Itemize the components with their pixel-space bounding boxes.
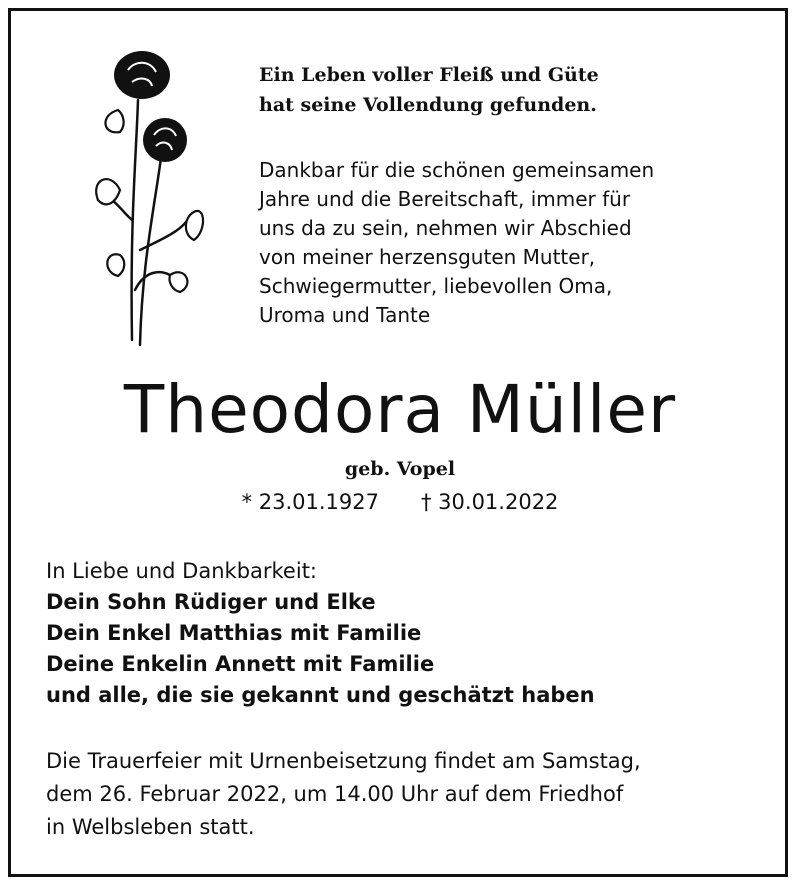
birth-date: * 23.01.1927 — [241, 490, 379, 514]
thanks-line: Schwiegermutter, liebevollen Oma, — [259, 274, 613, 298]
motto-line: hat seine Vollendung gefunden. — [259, 94, 597, 116]
mourner-line: Deine Enkelin Annett mit Familie — [46, 652, 435, 676]
thanks-line: Jahre und die Bereitschaft, immer für — [259, 187, 631, 211]
motto — [259, 60, 599, 120]
thanks-text — [259, 156, 654, 330]
thanks-line: von meiner herzensguten Mutter, — [259, 245, 596, 269]
motto-line: Ein Leben voller Fleiß und Güte — [259, 64, 599, 86]
ceremony-line: Die Trauerfeier mit Urnenbeisetzung findet am Samstag, — [46, 749, 641, 773]
thanks-line: uns da zu sein, nehmen wir Abschied — [259, 216, 632, 240]
thanks-line: Uroma und Tante — [259, 303, 431, 327]
death-date: † 30.01.2022 — [421, 490, 559, 514]
mourner-line: Dein Enkel Matthias mit Familie — [46, 621, 422, 645]
ceremony-line: dem 26. Februar 2022, um 14.00 Uhr auf dem Friedhof — [46, 782, 624, 806]
ceremony-info — [46, 745, 641, 844]
life-dates — [0, 487, 800, 517]
birth-name: geb. Vopel — [344, 458, 456, 480]
rose-bouquet-icon — [90, 40, 210, 360]
thanks-line: Dankbar für die schönen gemeinsamen — [259, 158, 655, 182]
mourner-line: Dein Sohn Rüdiger und Elke — [46, 590, 376, 614]
mourners-intro: In Liebe und Dankbarkeit: — [46, 559, 318, 583]
mourner-line: und alle, die sie gekannt und geschätzt haben — [46, 683, 595, 707]
deceased-name: Theodora Müller — [123, 371, 677, 448]
mourners-block — [46, 556, 595, 711]
ceremony-line: in Welbsleben statt. — [46, 815, 255, 839]
